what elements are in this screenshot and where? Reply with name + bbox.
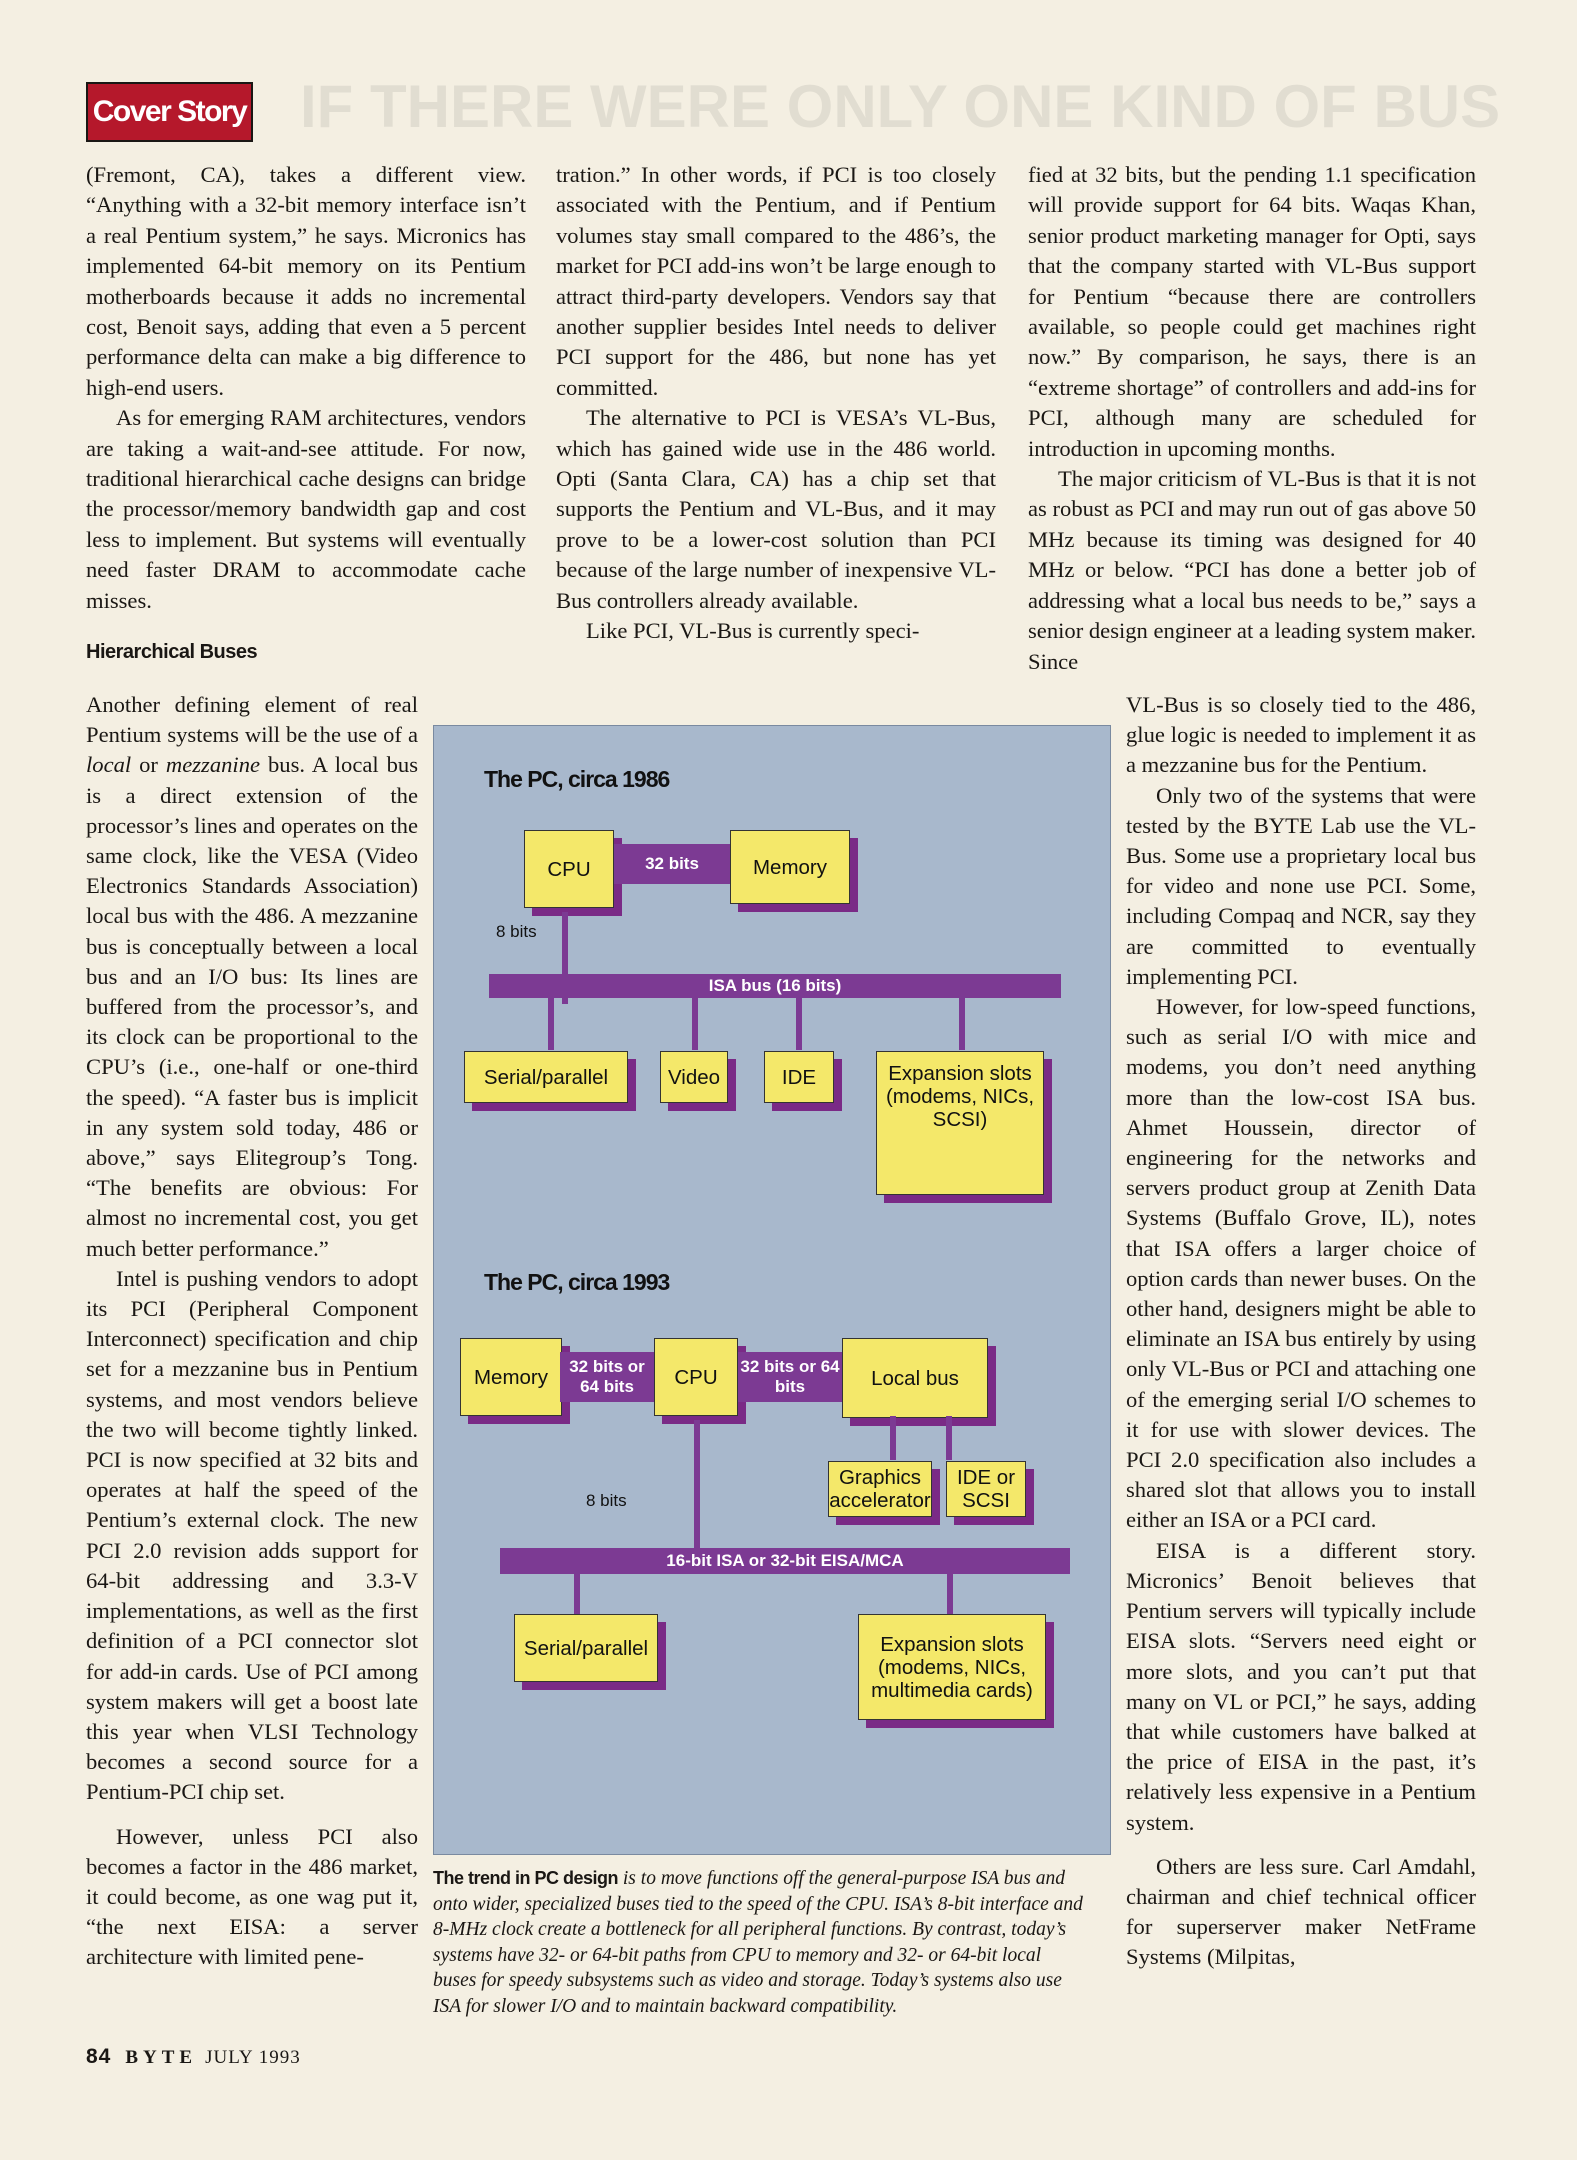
col3-paragraph-6: Others are less sure. Carl Amdahl, chairman and chief technical officer for superserver maker NetFrame Systems (Milpitas, <box>1126 1853 1476 1970</box>
col1-paragraph-2: As for emerging RAM architectures, vendors are taking a wait-and-see attitude. For now, traditional hierarchical cache designs can bridge the processor/memory bandwidth gap and cost less to implement. But systems will eventually need faster DRAM to accommodate cache misses. <box>86 405 526 613</box>
column-1-narrow <box>86 690 418 1973</box>
caption-lead: The trend in PC design <box>433 1868 619 1888</box>
graphics-accelerator-box: Graphics accelerator <box>828 1461 932 1517</box>
col2-paragraph-3: Like PCI, VL-Bus is currently speci- <box>586 618 920 644</box>
page-footer <box>86 2045 301 2069</box>
figure-caption <box>433 1866 1083 2020</box>
bus-cpu-memory-1993: 32 bits or 64 bits <box>560 1352 654 1402</box>
col1-paragraph-3: Another defining element of real Pentium systems will be the use of a local or mezzanine bus. A local bus is a direct extension of the processor’s lines and operates on the same clock, like the VESA (Video Electronics Standards Association) local bus with the 486. A mezzanine bus is conceptually between a local bus and an I/O bus: Its lines are buffered from the processor’s, and its clock can be proportional to the CPU’s (i.e., one-half or one-third the speed). “A faster bus is implicit in any system sold today, 486 or above,” says Elitegroup’s Tong. “The benefits are obvious: For almost no incremental cost, you get much better performance.” <box>86 692 418 1261</box>
section-heading: Hierarchical Buses <box>86 641 258 664</box>
col2-paragraph-2: The alternative to PCI is VESA’s VL-Bus, which has gained wide use in the 486 world. Opti (Santa Clara, CA) has a chip set that supports the Pentium and VL-Bus, and it may prove to be a lower-cost solution than PCI because of the large number of inexpensive VL-Bus controllers already available. <box>556 405 996 613</box>
bus-8bit-label-1993: 8 bits <box>586 1491 627 1510</box>
ide-scsi-box: IDE or SCSI <box>946 1461 1026 1517</box>
col3-paragraph-2a: The major criticism of VL-Bus is that it is not as robust as PCI and may run out of gas above 50 MHz because its timing was designed for 40 MHz or below. “PCI has done a better job of addressing what a local bus needs to be,” says a senior design engineer at a leading system maker. Since <box>1028 466 1476 674</box>
expansion-link-1986 <box>959 998 965 1050</box>
local-ide-link-1993 <box>946 1416 952 1460</box>
col3-paragraph-4: However, for low-speed functions, such as serial I/O with mice and modems, you don’t need anything more than the low-cost ISA bus. Ahmet Houssein, director of engineering for the networks and servers product group at Zenith Data Systems (Buffalo Grove, IL), notes that ISA offers a larger choice of option cards than newer buses. On the other hand, designers might be able to eliminate an ISA bus entirely by using only VL-Bus or PCI and attaching one of the emerging serial I/O schemes to it for use with slower devices. The PCI 2.0 specification also includes a shared slot that allows you to install either an ISA or a PCI card. <box>1126 994 1476 1533</box>
cpu-box-1993: CPU <box>654 1338 738 1416</box>
col1-paragraph-5: However, unless PCI also becomes a factor in the 486 market, it could become, as one wag put it, “the next EISA: a server architecture with limited pene- <box>86 1823 418 1970</box>
expansion-slots-box-1993: Expansion slots (modems, NICs, multimedia cards) <box>858 1614 1046 1720</box>
cpu-box-1986: CPU <box>524 830 614 908</box>
isa-eisa-mca-bus: 16-bit ISA or 32-bit EISA/MCA <box>500 1548 1070 1574</box>
diagram-title-1986: The PC, circa 1986 <box>484 766 670 792</box>
issue-date: JULY 1993 <box>205 2047 301 2068</box>
col3-paragraph-1: fied at 32 bits, but the pending 1.1 specification will provide support for 64 bits. Waqas Khan, senior product marketing manager for Opti, says that the company started with VL-Bus support for Pentium “because there are controllers available, so people could get machines right now.” By comparison, he says, there is an “extreme shortage” of controllers and add-ins for PCI, although many are scheduled for introduction in upcoming months. <box>1028 162 1476 461</box>
local-bus-box-1993: Local bus <box>842 1338 988 1418</box>
col1-paragraph-1: (Fremont, CA), takes a different view. “Anything with a 32-bit memory interface isn’t a real Pentium system,” he says. Micronics has implemented 64-bit memory on its Pentium motherboards because it adds no incremental cost, Benoit says, adding that even a 5 percent performance delta can make a big difference to high-end users. <box>86 162 526 400</box>
diagram-title-1993: The PC, circa 1993 <box>484 1269 670 1295</box>
memory-box-1986: Memory <box>730 830 850 904</box>
local-graphics-link-1993 <box>890 1416 896 1460</box>
serial-parallel-box-1986: Serial/parallel <box>464 1051 628 1103</box>
serial-link-1993 <box>574 1574 580 1614</box>
isa-bus-1986: ISA bus (16 bits) <box>489 974 1061 998</box>
serial-parallel-box-1993: Serial/parallel <box>514 1614 658 1682</box>
col1-paragraph-4: Intel is pushing vendors to adopt its PCI (Peripheral Component Interconnect) specification and chip set for a mezzanine bus in Pentium systems, and most vendors believe the two will become tightly linked. PCI is now specified at 32 bits and operates at half the speed of the Pentium’s external clock. The new PCI 2.0 revision adds support for 64-bit addressing and 3.3-V implementations, as well as the first definition of a PCI connector slot for add-in cards. Use of PCI among system makers will get a boost late this year when VLSI Technology becomes a second source for a Pentium-PCI chip set. <box>86 1265 418 1805</box>
video-link-1986 <box>692 998 698 1050</box>
bleed-through-headline: IF THERE WERE ONLY ONE KIND OF BUS <box>300 73 1501 140</box>
col2-paragraph-1: tration.” In other words, if PCI is too closely associated with the Pentium, and if Pentium volumes stay small compared to the 486’s, the market for PCI add-ins won’t be large enough to attract third-party developers. Vendors say that another supplier besides Intel needs to deliver PCI support for the 486, but none has yet committed. <box>556 162 996 400</box>
page-number: 84 <box>86 2045 112 2068</box>
section-tag: Cover Story <box>86 82 253 142</box>
column-2 <box>556 160 996 647</box>
serial-link-1986 <box>548 998 554 1050</box>
caption-text: is to move functions off the general-purpose ISA bus and onto wider, specialized buses tied to the speed of the CPU. ISA’s 8-bit interface and 8-MHz clock create a bottleneck for all peripheral functions. By contrast, today’s systems have 32- or 64-bit paths from CPU to memory and 32- or 64-bit local buses for speedy subsystems such as video and storage. Today’s systems also use ISA for slower I/O and to maintain backward compatibility. <box>433 1868 1083 2017</box>
bus-32bit-1986: 32 bits <box>614 844 730 884</box>
column-1 <box>86 160 526 666</box>
col3-paragraph-5: EISA is a different story. Micronics’ Benoit believes that Pentium servers will typically include EISA slots. “Servers need eight or more slots, and you can’t put that many on VL or PCI,” he says, adding that while customers have balked at the price of EISA in the past, it’s relatively less expensive in a Pentium system. <box>1126 1537 1476 1835</box>
column-3-narrow <box>1126 690 1476 1973</box>
column-3 <box>1028 160 1476 677</box>
expansion-link-1993 <box>947 1574 953 1614</box>
bus-diagram-figure <box>433 725 1111 1855</box>
magazine-name: BYTE <box>125 2047 198 2068</box>
bus-8bit-label-1986: 8 bits <box>496 922 537 941</box>
col3-paragraph-3: Only two of the systems that were tested by the BYTE Lab use the VL-Bus. Some use a proprietary local bus for video and none use PCI. Some, including Compaq and NCR, say they are committed to eventually implementing PCI. <box>1126 782 1476 989</box>
memory-box-1993: Memory <box>460 1338 562 1416</box>
bus-cpu-local-1993: 32 bits or 64 bits <box>738 1352 842 1402</box>
ide-link-1986 <box>796 998 802 1050</box>
ide-box-1986: IDE <box>764 1051 834 1103</box>
expansion-slots-box-1986: Expansion slots (modems, NICs, SCSI) <box>876 1051 1044 1195</box>
cpu-eisa-link-1993 <box>694 1420 700 1550</box>
col3-paragraph-2b: VL-Bus is so closely tied to the 486, glue logic is needed to implement it as a mezzanine bus for the Pentium. <box>1126 692 1476 778</box>
video-box-1986: Video <box>660 1051 728 1103</box>
